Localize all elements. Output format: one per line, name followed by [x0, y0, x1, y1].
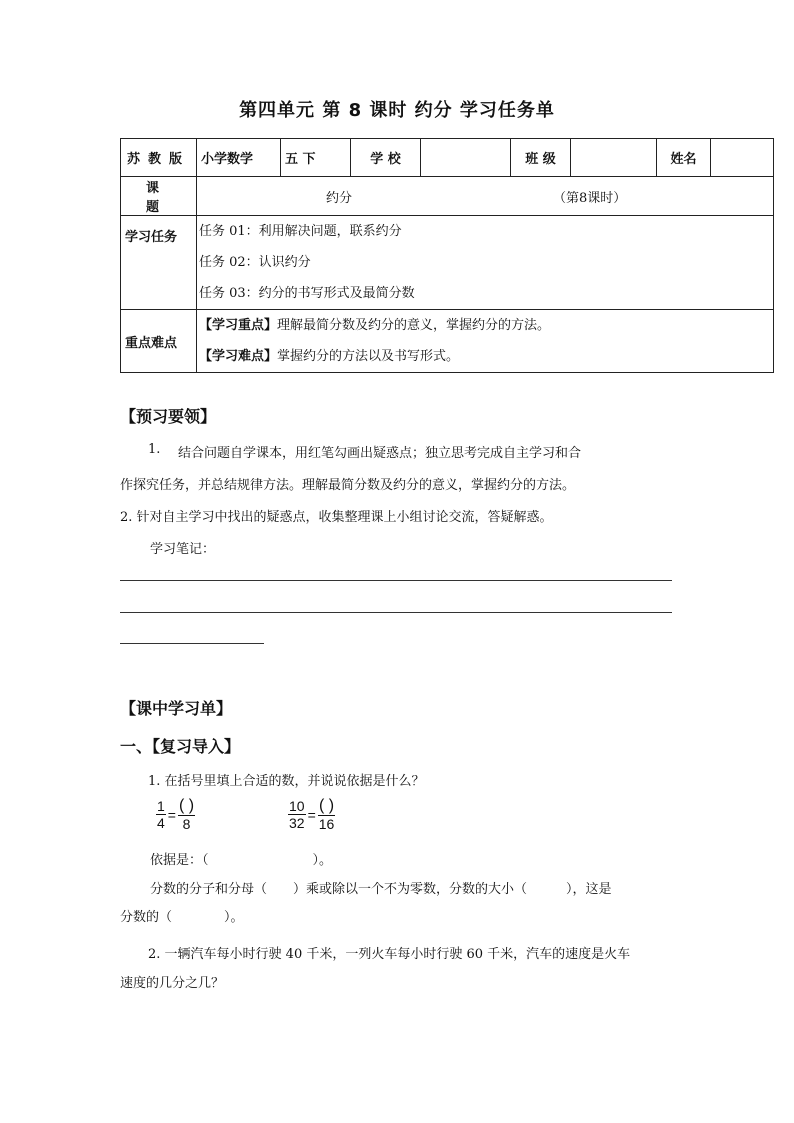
preview-heading: 【预习要领】: [120, 407, 217, 426]
preview-item1-line1: 结合问题自学课本，用红笔勾画出疑惑点；独立思考完成自主学习和合: [178, 446, 582, 461]
notes-line-3[interactable]: [120, 643, 264, 644]
tasks-label: 学习任务: [121, 216, 197, 310]
task-item-1: 任务 01：利用解决问题，联系约分: [199, 224, 402, 239]
topic-cell: [197, 177, 774, 216]
task-item-2: 任务 02：认识约分: [199, 255, 311, 270]
class-field[interactable]: [571, 139, 657, 177]
notes-line-1[interactable]: [120, 580, 672, 581]
publisher-cell: 苏教版: [121, 139, 197, 177]
review-heading: 一、【复习导入】: [120, 737, 241, 756]
question-1: 1. 在括号里填上合适的数，并说说依据是什么？: [148, 774, 425, 789]
preview-item1-number: 1.: [148, 442, 161, 457]
school-label: 学 校: [351, 139, 421, 177]
rule-line-2: 分数的（ ）。: [120, 910, 244, 925]
key-point-tag: 【学习重点】: [199, 318, 278, 333]
school-field[interactable]: [421, 139, 511, 177]
preview-item1-line2: 作探究任务，并总结规律方法。理解最简分数及约分的意义，掌握约分的方法。: [120, 478, 576, 493]
basis-line: 依据是：（ ）。: [150, 853, 333, 868]
topic-value: 约分: [325, 190, 352, 206]
subject-cell: 小学数学: [197, 139, 281, 177]
notes-line-2[interactable]: [120, 612, 672, 613]
question-2-line-1: 2. 一辆汽车每小时行驶 40 千米，一列火车每小时行驶 60 千米，汽车的速度是火车: [148, 947, 631, 962]
fraction-1-4: $\frac{1}{4}$: [157, 798, 165, 831]
page-title: 第四单元 第 8 课时 约分 学习任务单: [239, 100, 555, 121]
fraction-10-32: $\frac{10}{32}$: [289, 798, 305, 831]
difficulty-text: 掌握约分的方法以及书写形式。: [277, 349, 460, 364]
lesson-value: （第8课时）: [553, 190, 627, 206]
task-item-3: 任务 03：约分的书写形式及最简分数: [199, 286, 415, 301]
tasks-cell: [197, 216, 774, 310]
info-table: [120, 138, 774, 373]
question-2-line-2: 速度的几分之几？: [120, 976, 225, 991]
fraction-equation-2: $\frac{10}{32}$ = $\frac{( )}{16}$: [289, 797, 335, 832]
rule-line-1: 分数的分子和分母（ ）乘或除以一个不为零数，分数的大小（ ），这是: [150, 882, 612, 897]
class-label: 班 级: [511, 139, 571, 177]
focus-label: 重点难点: [121, 310, 197, 373]
name-label: 姓名: [657, 139, 711, 177]
fraction-equation-1: $\frac{1}{4}$ = $\frac{( )}{8}$: [157, 797, 195, 832]
fraction-blank-16[interactable]: $\frac{( )}{16}$: [318, 797, 335, 832]
grade-cell: 五 下: [281, 139, 351, 177]
focus-cell: [197, 310, 774, 373]
name-field[interactable]: [711, 139, 774, 177]
key-point-text: 理解最简分数及约分的意义，掌握约分的方法。: [277, 318, 551, 333]
preview-item2: 2. 针对自主学习中找出的疑惑点，收集整理课上小组讨论交流，答疑解惑。: [120, 510, 553, 525]
fraction-blank-8[interactable]: $\frac{( )}{8}$: [178, 797, 195, 832]
classwork-heading: 【课中学习单】: [120, 699, 233, 718]
notes-label: 学习笔记：: [150, 542, 216, 557]
topic-label: 课 题: [121, 177, 197, 216]
difficulty-tag: 【学习难点】: [199, 349, 278, 364]
